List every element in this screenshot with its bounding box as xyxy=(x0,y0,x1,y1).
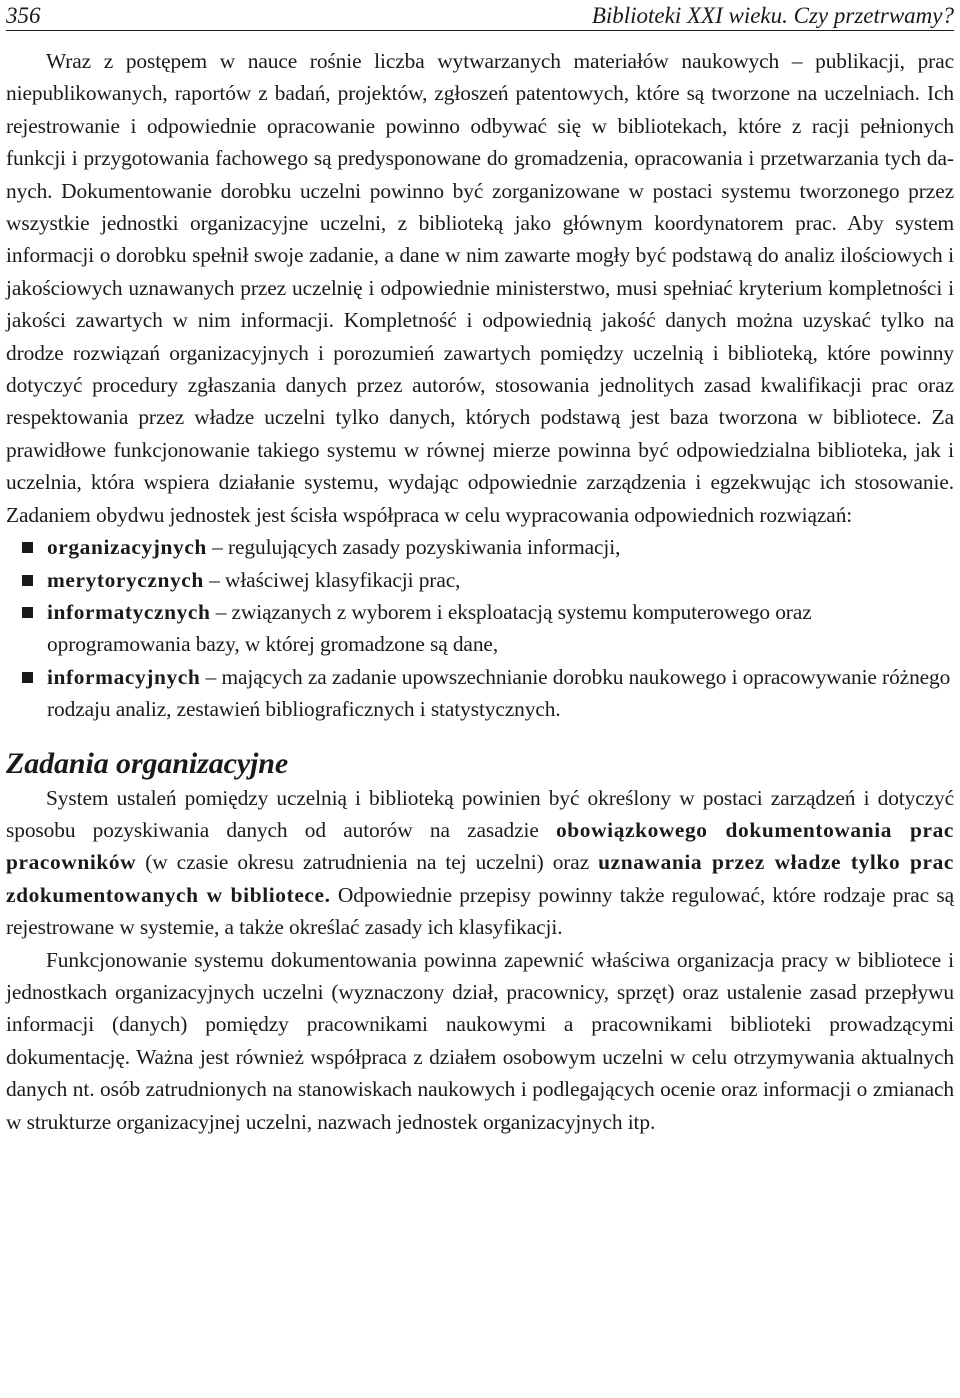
running-title: Biblioteki XXI wieku. Czy przetrwamy? xyxy=(591,3,954,28)
list-item-term: organizacyjnych xyxy=(47,535,207,560)
paragraph-text: System ustaleń pomiędzy uczelnią i biblioteką powinien być określony w postaci zarządzeń i dotyczyć sposobu pozyskiwania danych od autorów na zasadzie xyxy=(6,785,954,842)
section-heading: Zadania organizacyjne xyxy=(6,746,289,780)
list-item-text: – regulujących zasady pozyskiwania informacji, xyxy=(206,535,621,560)
square-bullet-icon xyxy=(22,672,33,683)
list-item-text: – związanych z wyborem i eksploatacją systemu komputerowego oraz oprogramowania bazy, w której gromadzone są dane, xyxy=(47,599,812,657)
list-item-term: merytorycznych xyxy=(47,567,204,592)
page-number: 356 xyxy=(6,3,41,28)
list-item xyxy=(6,531,954,563)
list-item-term: informacyjnych xyxy=(47,664,201,689)
running-header xyxy=(6,0,954,31)
list-item xyxy=(6,564,954,596)
square-bullet-icon xyxy=(22,542,33,553)
emphasis-text: uznawania przez władze tylko prac zdokumentowanych w bibliotece. xyxy=(6,850,954,907)
square-bullet-icon xyxy=(22,575,33,586)
paragraph-text: (w czasie okresu zatrudnienia na tej uczelni) oraz xyxy=(136,850,599,875)
paragraph-functioning: Funkcjonowanie systemu dokumentowania powinna zapewnić właściwa organizacja pracy w bibliotece i jednostkach organizacyjnych uczelni (wyznaczony dział, pracownicy, sprzęt) oraz ustalenie zasad przepływu informacji (danych) pomiędzy pracownikami naukowymi a pracownikami biblioteki prowadzącymi dokumentację. Ważna jest również współpraca z działem osobowym uczelni w celu otrzymywania aktualnych danych nt. osób zatrudnionych na stanowiskach naukowych i podlegających ocenie oraz informacji o zmianach w strukturze organizacyjnej uczelni, nazwach jednostek organizacyjnych itp. xyxy=(6,947,954,1134)
emphasis-text: obowiązkowego dokumentowania prac pracowników xyxy=(6,817,954,875)
book-page xyxy=(6,0,954,1138)
body-text xyxy=(6,45,954,1138)
list-item-term: informatycznych xyxy=(47,599,211,624)
list-item xyxy=(6,661,954,726)
list-item-text: – mających za zadanie upowszechnianie dorobku naukowego i opracowywanie różnego rodzaju analiz, zestawień bibliograficznych i statystycznych. xyxy=(47,664,951,722)
solutions-list xyxy=(6,531,954,725)
paragraph-text: Odpowiednie przepisy powinny także regulować, które rodzaje prac są rejestrowane w systemie, a także określać zasady ich klasyfikacji. xyxy=(6,882,954,940)
paragraph-organizational xyxy=(6,782,954,944)
paragraph-intro: Wraz z postępem w nauce rośnie liczba wytwarzanych materiałów naukowych – publikacji, prac niepublikowanych, raportów z badań, projektów, zgłoszeń patentowych, które są tworzone na uczelniach. Ich rejestrowanie i odpowiednie opracowanie powinno odbywać się w bibliotekach, które z racji pełnionych funkcji i przygotowania fachowego są predysponowane do gromadzenia, opracowania i przetwarzania tych danych. Dokumentowanie dorobku uczelni powinno być zorganizowane w postaci systemu tworzonego przez wszystkie jednostki organizacyjne uczelni, z biblioteką jako głównym koordynatorem prac. Aby system informacji o dorobku spełnił swoje zadanie, a dane w nim zawarte mogły być podstawą do analiz ilościowych i jakościowych uznawanych przez uczelnię i odpowiednie ministerstwo, musi spełniać kryterium kompletności i jakości zawartych w nim informacji. Kompletność i odpowiednią jakość danych można uzyskać tylko na drodze rozwiązań organizacyjnych i porozumień zawartych pomiędzy uczelnią i biblioteką, które powinny dotyczyć procedury zgłaszania danych przez autorów, stosowania jednolitych zasad kwalifikacji prac oraz respektowania przez władze uczelni tylko danych, których podstawą jest baza tworzona w bibliotece. Za prawidłowe funkcjonowanie takiego systemu w równej mierze powinna być odpowiedzialna biblioteka, jak i uczelnia, która wspiera działanie systemu, wydając odpowiednie zarządzenia i egzekwując ich stosowanie. Zadaniem obydwu jednostek jest ścisła współpraca w celu wypracowania odpowiednich rozwiązań: xyxy=(6,49,954,527)
list-item-text: – właściwej klasyfikacji prac, xyxy=(203,567,461,592)
list-item xyxy=(6,596,954,661)
square-bullet-icon xyxy=(22,607,33,618)
